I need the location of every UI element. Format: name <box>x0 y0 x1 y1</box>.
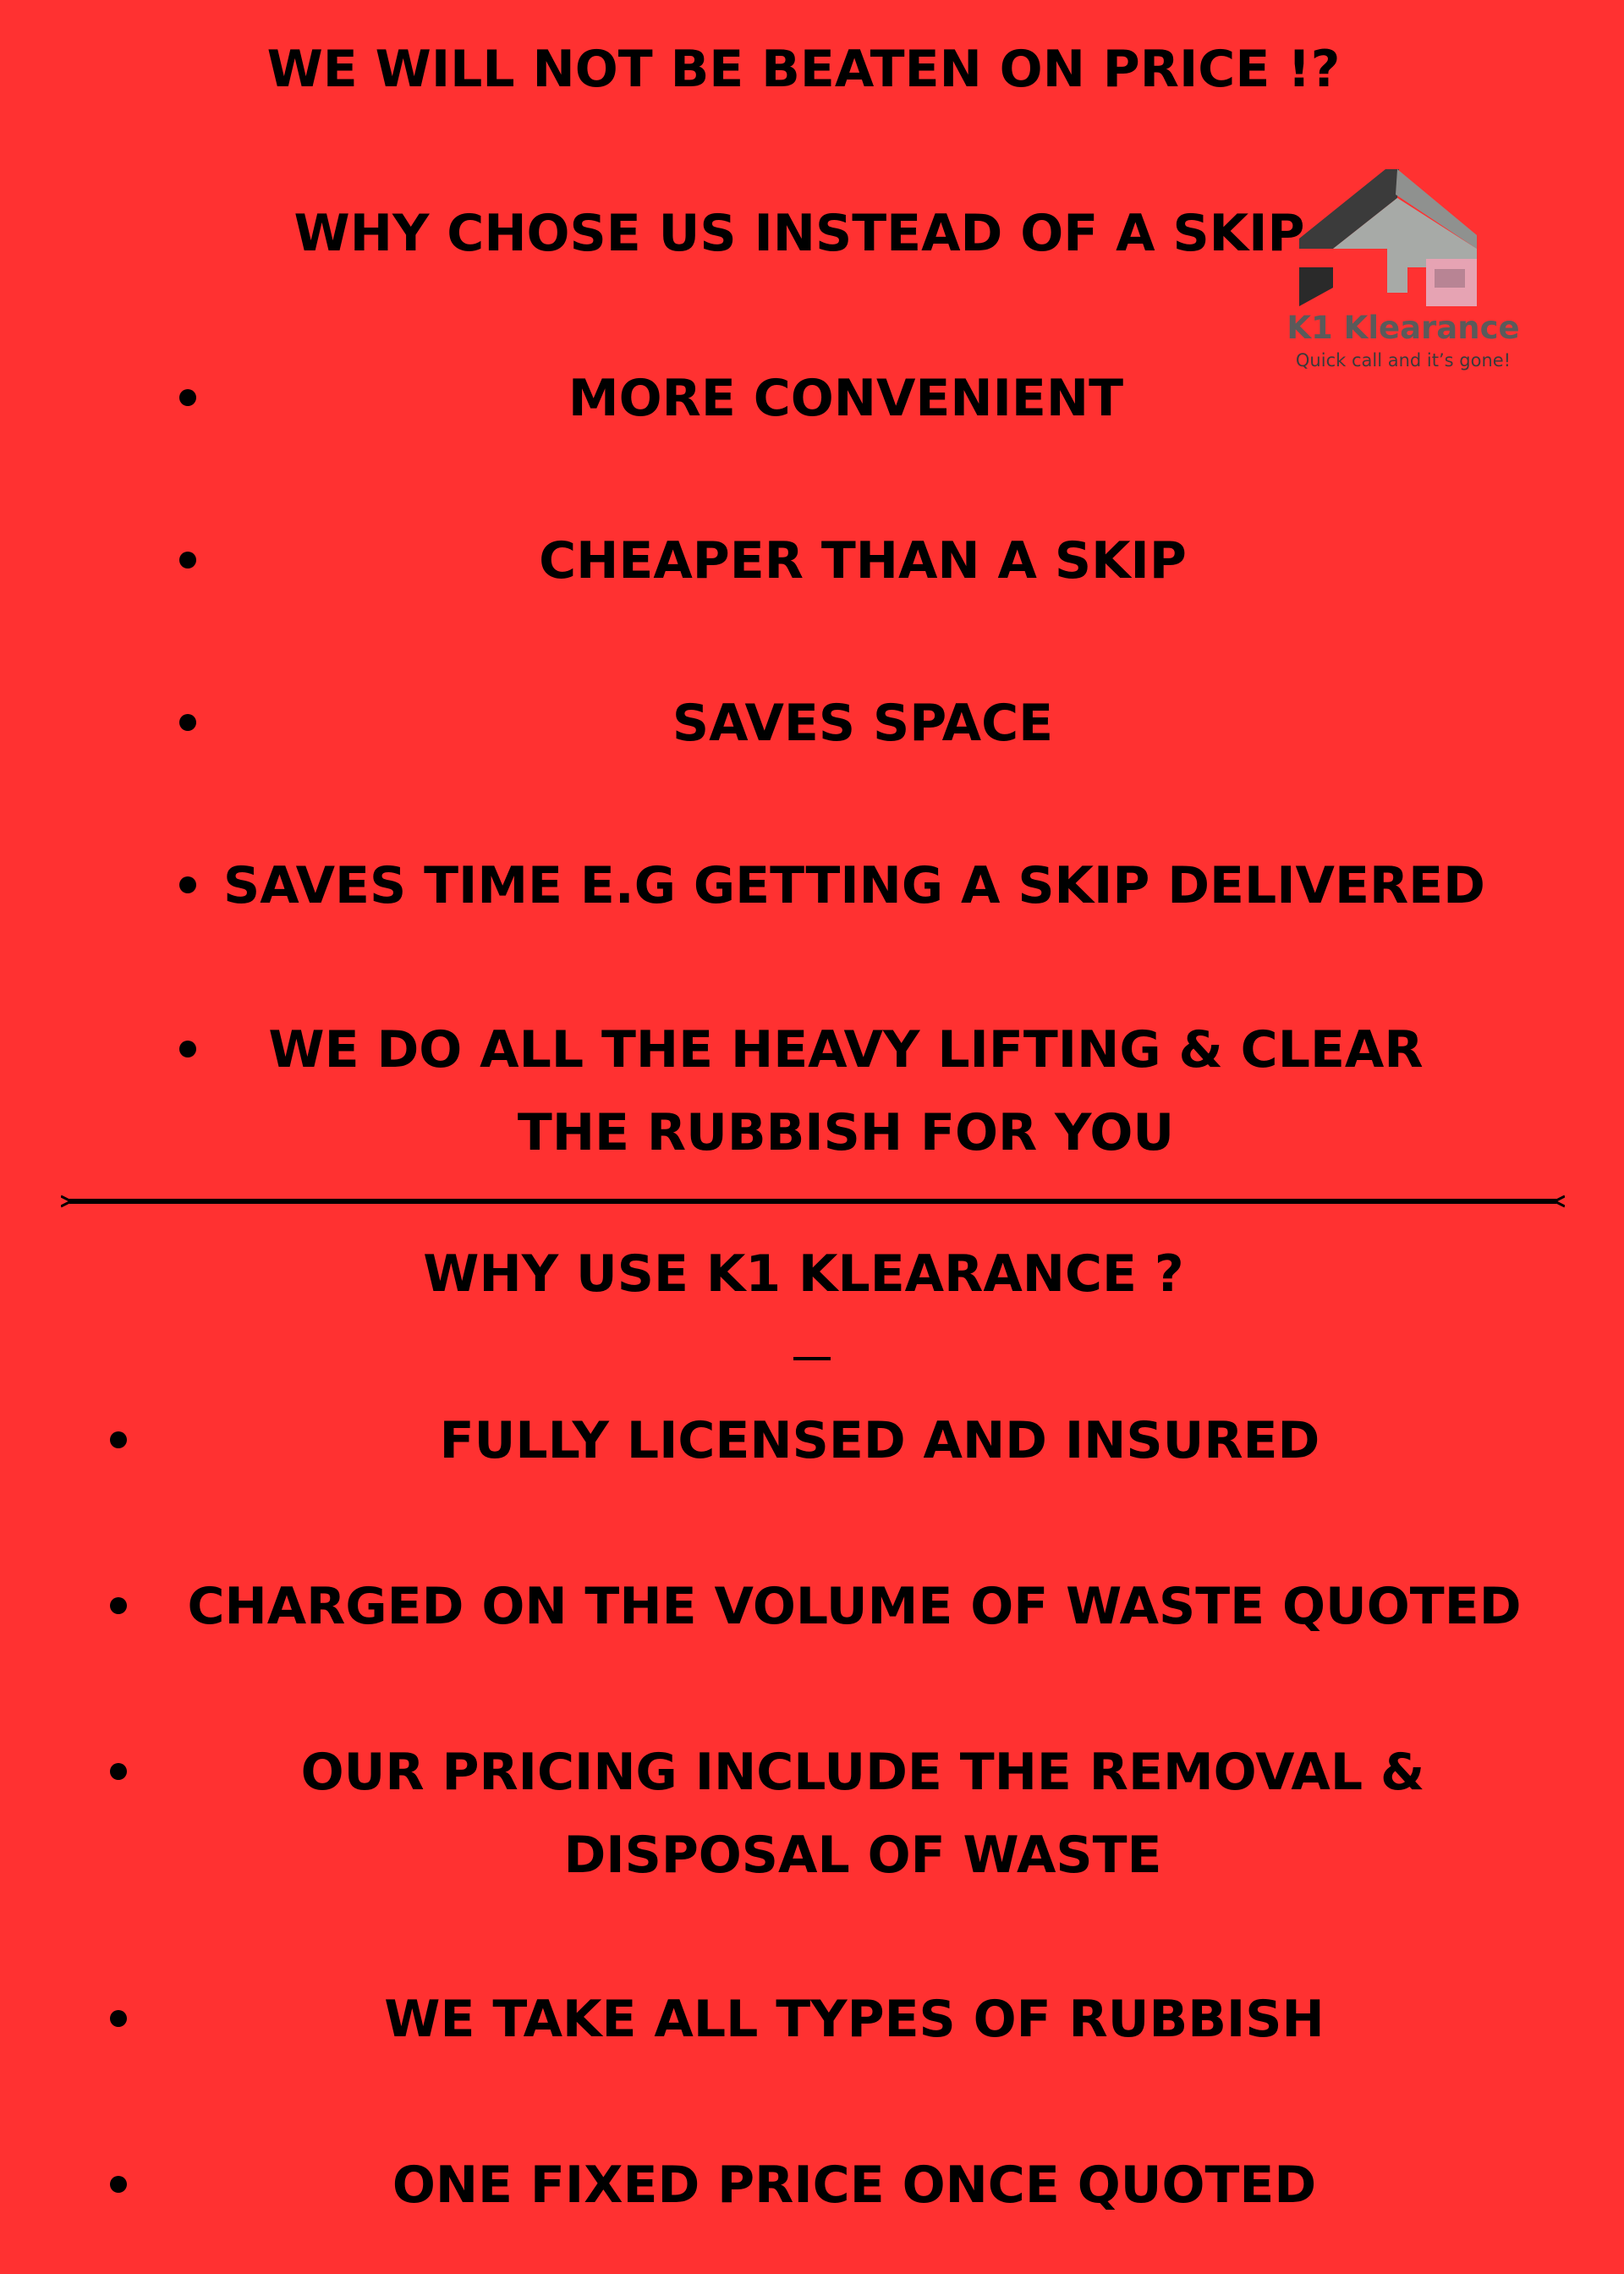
list-item-text: SAVES TIME E.G GETTING A SKIP DELIVERED <box>223 856 1485 915</box>
list-item-text: OUR PRICING INCLUDE THE REMOVAL & DISPOSAL OF WASTE <box>300 1743 1425 1885</box>
list-item-text: CHARGED ON THE VOLUME OF WASTE QUOTED <box>187 1577 1522 1636</box>
bullet-icon <box>110 1431 127 1448</box>
section-divider <box>61 1195 1565 1208</box>
list-item-text: WE TAKE ALL TYPES OF RUBBISH <box>384 1990 1325 2049</box>
title-dash <box>793 1357 831 1360</box>
section2-title: WHY USE K1 KLEARANCE ? <box>423 1244 1184 1304</box>
company-logo <box>1269 161 1538 382</box>
list-item-text: FULLY LICENSED AND INSURED <box>439 1411 1320 1470</box>
bullet-icon <box>110 1763 127 1780</box>
list-item-text: WE DO ALL THE HEAVY LIFTING & CLEAR THE RUBBISH FOR YOU <box>268 1020 1424 1162</box>
logo-title: K1 Klearance <box>1287 310 1520 346</box>
bullet-icon <box>179 714 196 731</box>
bullet-icon <box>179 552 196 568</box>
bullet-icon <box>179 1041 196 1057</box>
bullet-icon <box>110 1597 127 1614</box>
bullet-icon <box>179 876 196 893</box>
headline: WE WILL NOT BE BEATEN ON PRICE !? <box>266 40 1341 99</box>
bullet-icon <box>179 389 196 406</box>
list-item-text: ONE FIXED PRICE ONCE QUOTED <box>392 2156 1317 2215</box>
list-item-text: SAVES SPACE <box>672 694 1054 753</box>
list-item-text: CHEAPER THAN A SKIP <box>539 531 1187 590</box>
logo-tagline: Quick call and it’s gone! <box>1295 350 1512 371</box>
section1-title: WHY CHOSE US INSTEAD OF A SKIP <box>294 204 1305 263</box>
bullet-icon <box>110 2010 127 2027</box>
house-icon <box>1269 161 1538 310</box>
list-item-text: MORE CONVENIENT <box>568 369 1124 428</box>
bullet-icon <box>110 2176 127 2193</box>
